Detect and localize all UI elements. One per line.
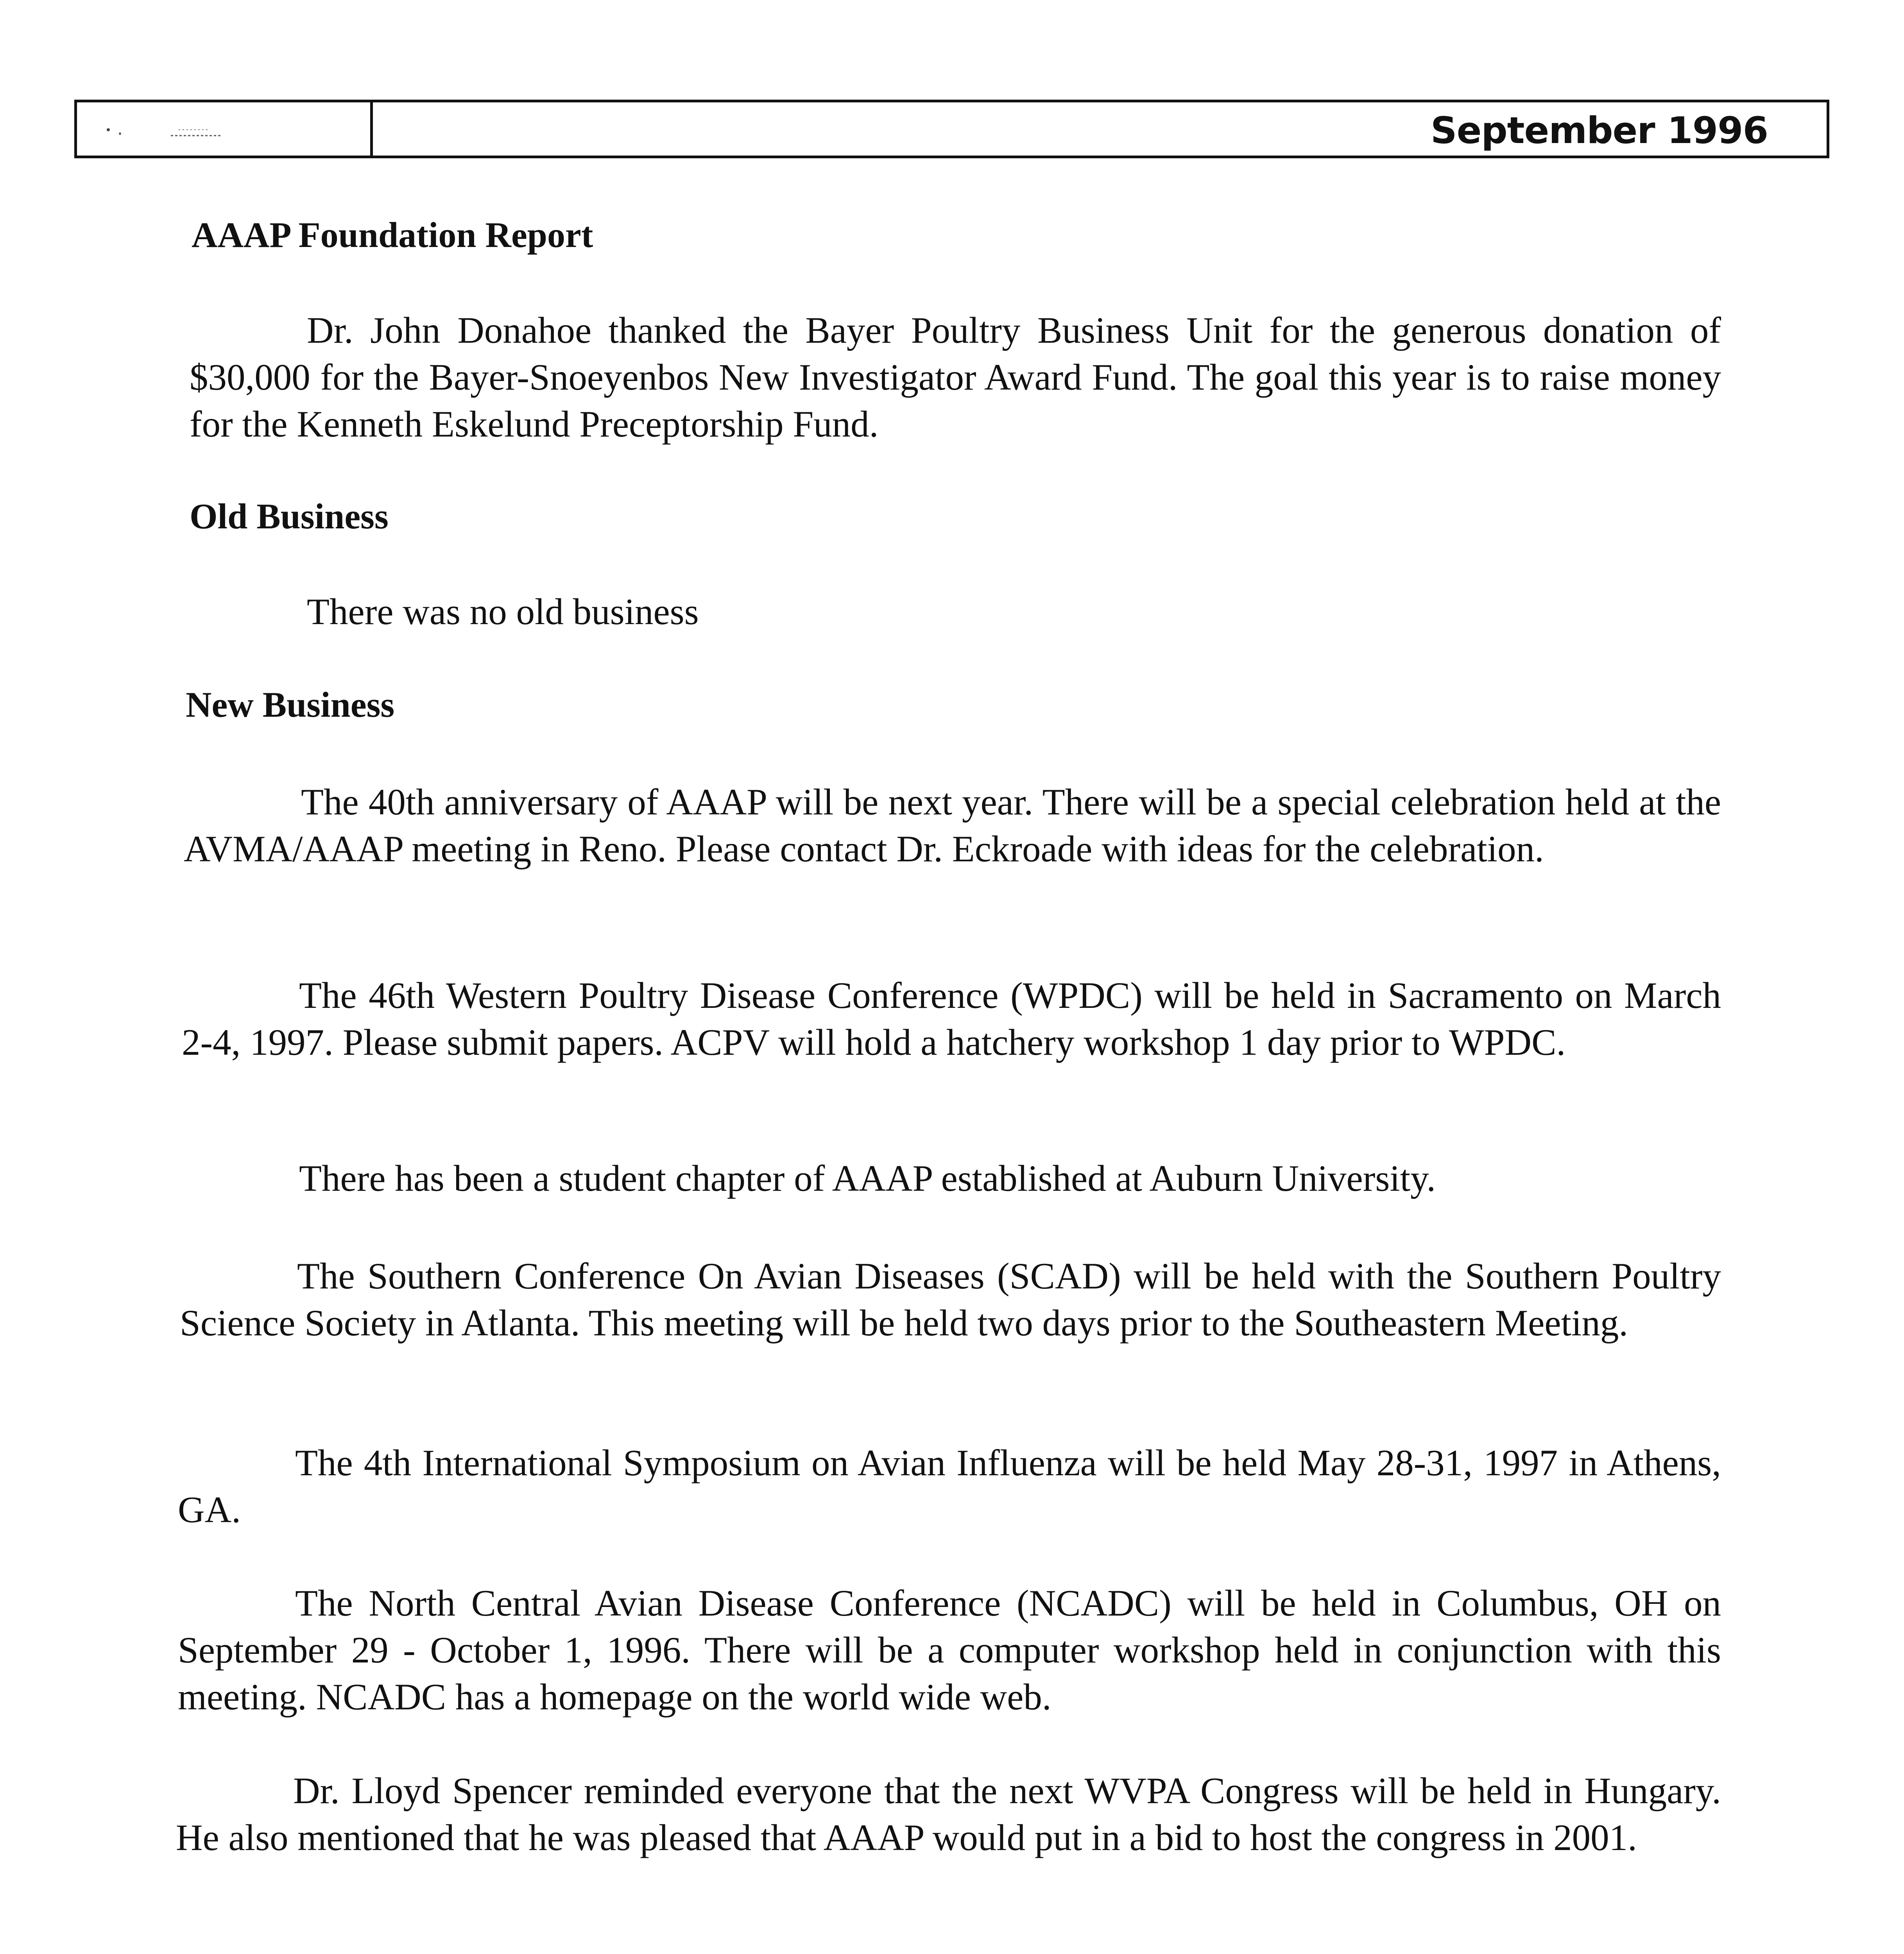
foundation-heading: AAAP Foundation Report [192, 215, 593, 255]
new-business-paragraph: The 46th Western Poultry Disease Conference (WPDC) will be held in Sacramento on March 2-4, 1997. Please submit papers. ACPV will hold a hatchery workshop 1 day prior to WPDC. [182, 975, 1721, 1063]
new-business-paragraph: Dr. Lloyd Spencer reminded everyone that the next WVPA Congress will be held in Hungary. He also mentioned that he was pleased that AAAP would put in a bid to host the congress in 2001. [176, 1770, 1721, 1858]
new-business-heading: New Business [186, 685, 395, 725]
old-business-heading: Old Business [190, 496, 389, 536]
new-business-paragraph: The 40th anniversary of AAAP will be next year. There will be a special celebration held at the AVMA/AAAP meeting in Reno. Please contact Dr. Eckroade with ideas for the celebration. [184, 781, 1721, 870]
foundation-paragraph: Dr. John Donahoe thanked the Bayer Poultry Business Unit for the generous donation of $30,000 for the Bayer-Snoeyenbos New Investigator Award Fund. The goal this year is to raise money for the Kenneth Eskelund Preceptorship Fund. [190, 310, 1721, 445]
old-business-paragraph: There was no old business [307, 591, 699, 632]
new-business-paragraph: There has been a student chapter of AAAP established at Auburn University. [299, 1158, 1436, 1199]
new-business-paragraph: The 4th International Symposium on Avian Influenza will be held May 28-31, 1997 in Athens, GA. [178, 1442, 1721, 1530]
page-header [74, 100, 1829, 158]
header-divider [370, 102, 373, 156]
header-stamp-mark [93, 114, 327, 145]
new-business-paragraph: The North Central Avian Disease Conference (NCADC) will be held in Columbus, OH on September 29 - October 1, 1996. There will be a computer workshop held in conjunction with this meeting. NCADC has a homepage on the world wide web. [178, 1582, 1721, 1718]
header-date: September 1996 [1430, 109, 1768, 152]
new-business-paragraph: The Southern Conference On Avian Diseases (SCAD) will be held with the Southern Poultry Science Society in Atlanta. This meeting will be held two days prior to the Southeastern Meeting. [180, 1255, 1721, 1344]
